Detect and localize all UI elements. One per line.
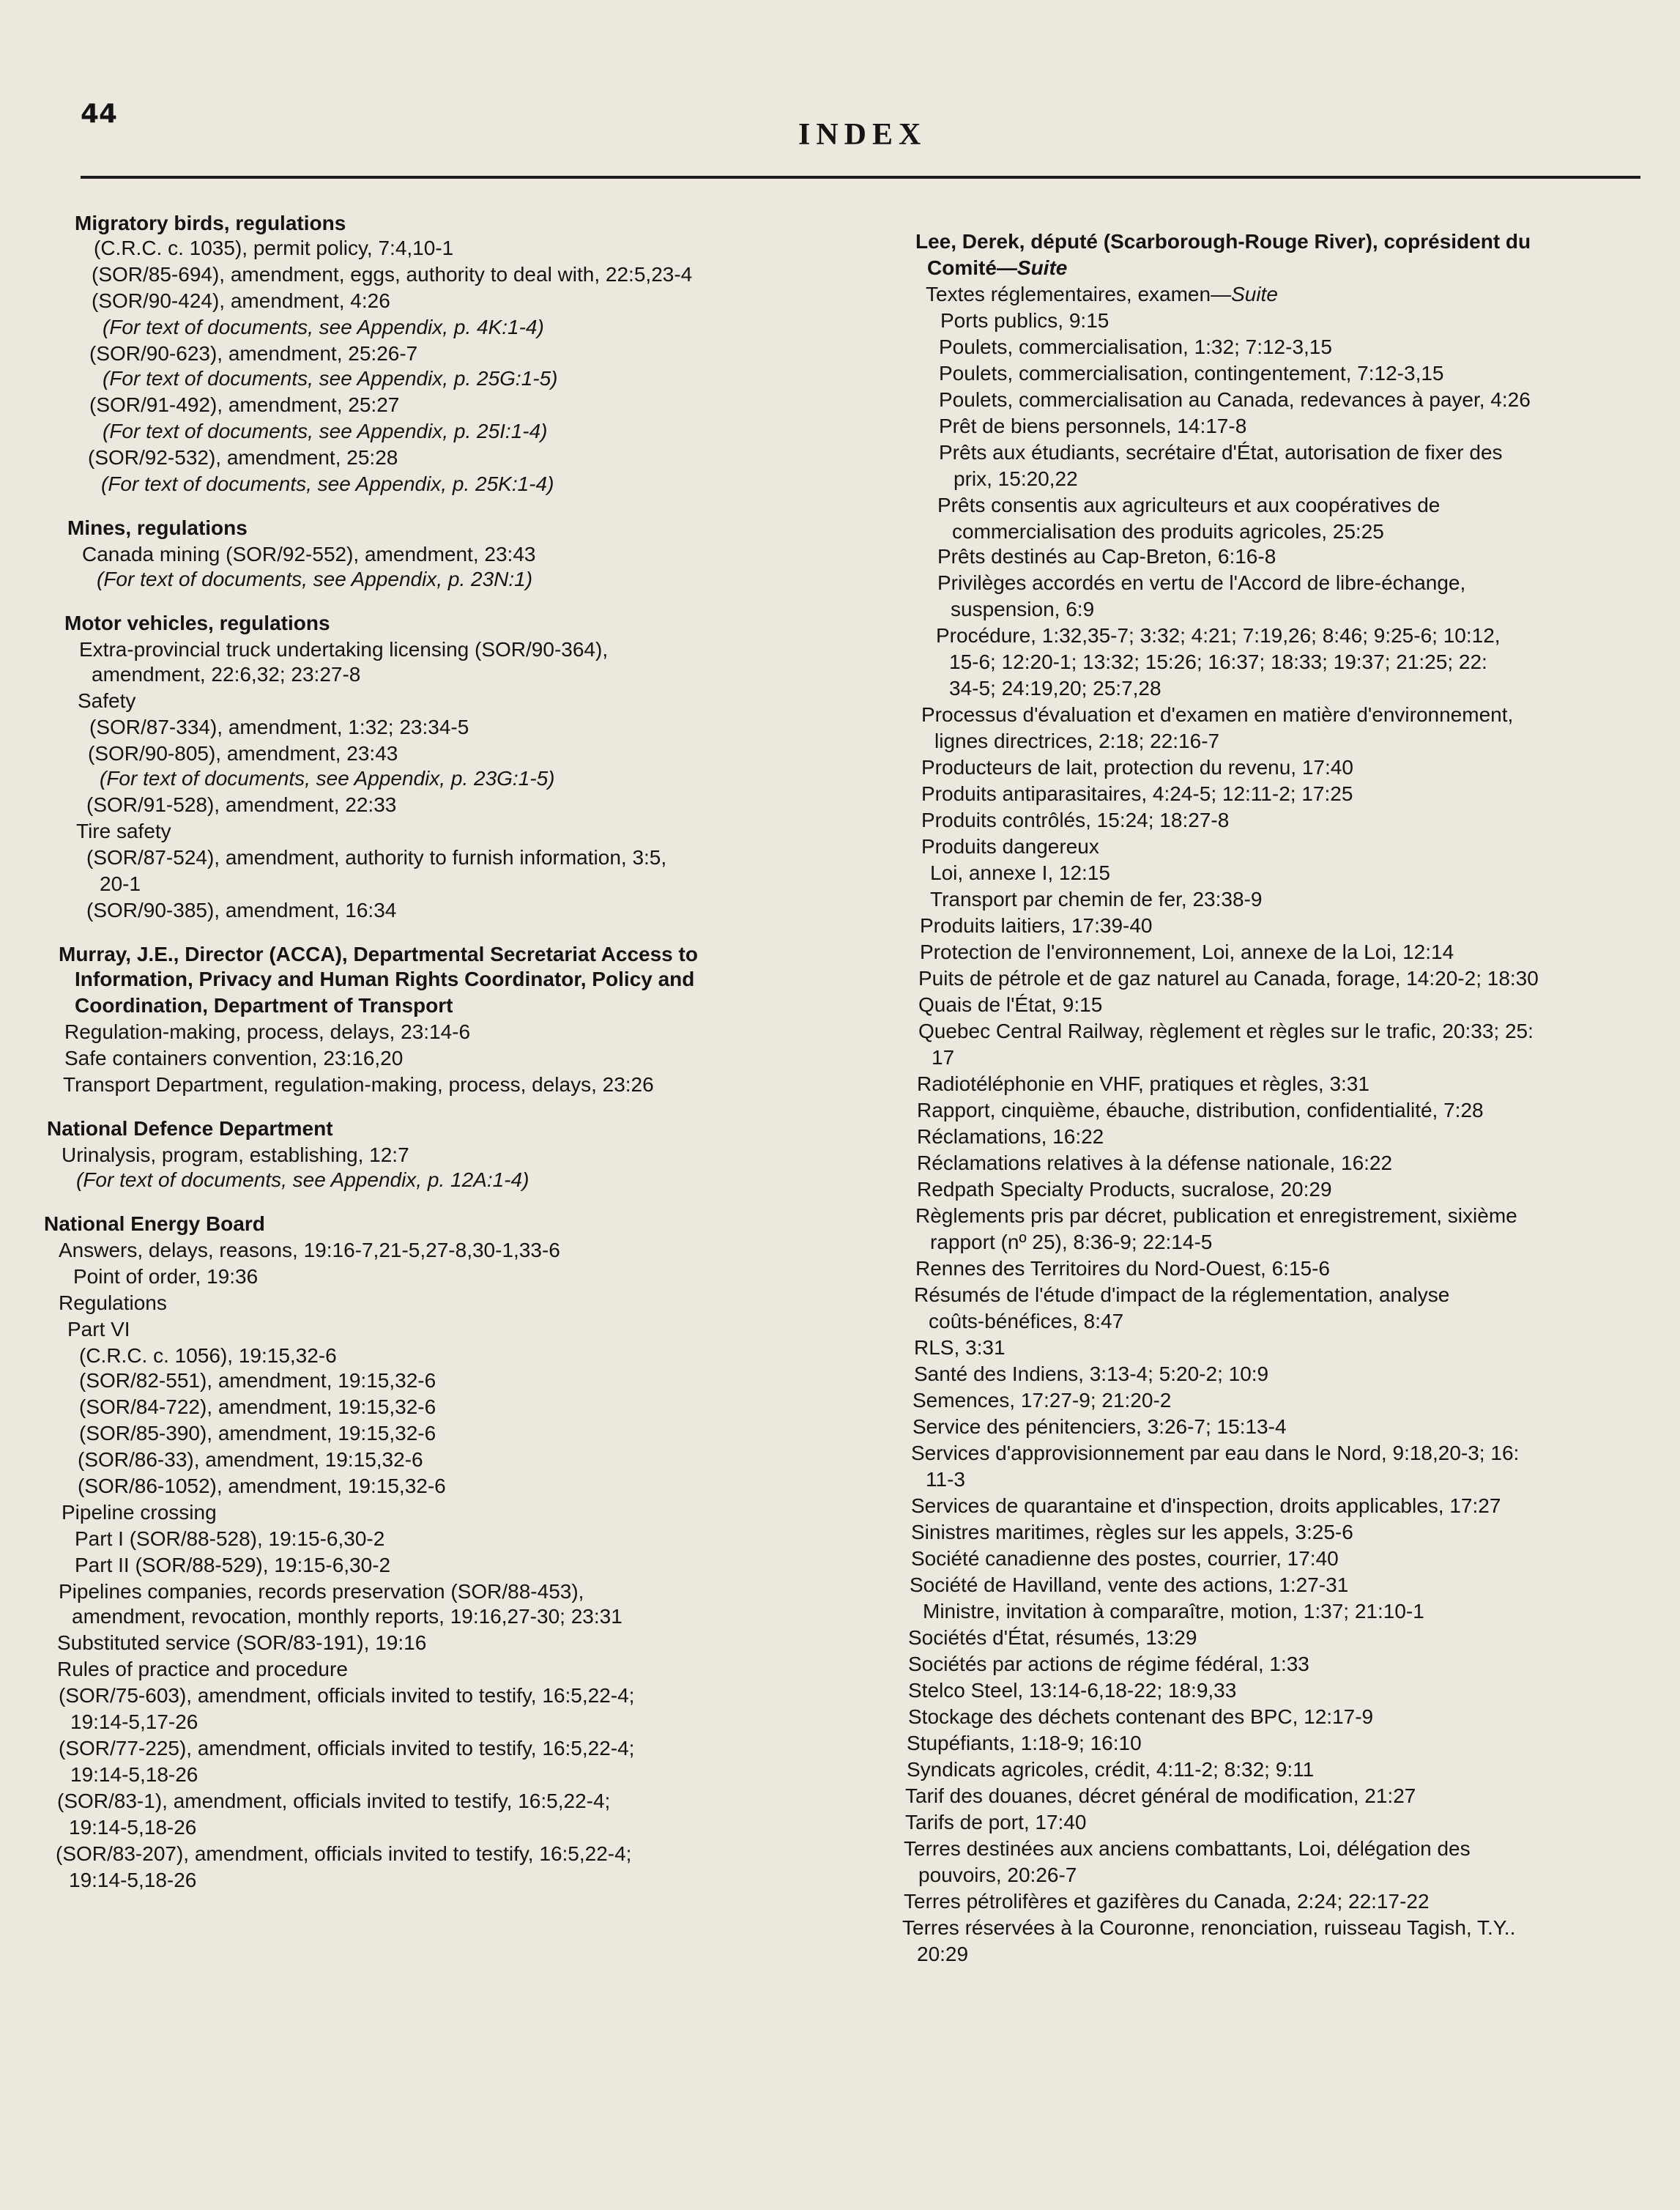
index-entry: [103, 315, 544, 340]
header-rule: [81, 176, 1640, 179]
index-text: (SOR/85-694), amendment, eggs, authority to deal with, 22:5,23-4: [92, 263, 693, 286]
index-entry: [917, 1177, 1332, 1202]
index-entry: [76, 819, 171, 844]
index-text: Rennes des Territoires du Nord-Ouest, 6:15-6: [915, 1257, 1330, 1280]
index-entry: [59, 1736, 634, 1761]
index-text: 19:14-5,18-26: [70, 1763, 198, 1786]
index-entry: [88, 741, 398, 766]
index-entry: [904, 1836, 1471, 1861]
index-text: Quais de l'État, 9:15: [918, 993, 1103, 1016]
index-note-text: (For text of documents, see Appendix, p. 23G:1-5): [100, 767, 555, 790]
index-text: (SOR/87-334), amendment, 1:32; 23:34-5: [89, 716, 469, 738]
index-text: Tarifs de port, 17:40: [905, 1811, 1087, 1833]
index-text: Ports publics, 9:15: [940, 309, 1110, 332]
index-entry: [59, 1238, 560, 1263]
index-entry: [908, 1705, 1373, 1729]
index-text: Part I (SOR/88-528), 19:15-6,30-2: [75, 1527, 385, 1550]
index-note-text: (For text of documents, see Appendix, p. 25K:1-4): [101, 472, 554, 495]
index-entry: [78, 689, 135, 713]
index-entry: [907, 1731, 1142, 1756]
index-text: Transport par chemin de fer, 23:38-9: [930, 888, 1263, 911]
index-text: Regulations: [59, 1291, 167, 1314]
index-text: Services d'approvisionnement par eau dans le Nord, 9:18,20-3; 16:: [911, 1442, 1520, 1464]
index-text: Comité—: [927, 256, 1017, 279]
index-text: lignes directrices, 2:18; 22:16-7: [934, 730, 1220, 752]
index-text: 19:14-5,18-26: [69, 1816, 197, 1839]
index-text: Loi, annexe I, 12:15: [930, 861, 1110, 884]
index-entry: [949, 650, 1487, 675]
index-entry: [917, 1124, 1104, 1149]
index-text: 19:14-5,17-26: [70, 1710, 198, 1733]
index-heading: [67, 516, 248, 541]
index-text: 20-1: [100, 872, 141, 895]
index-text: Service des pénitenciers, 3:26-7; 15:13-4: [913, 1415, 1287, 1438]
index-entry: [62, 1500, 217, 1525]
index-text: National Energy Board: [44, 1212, 265, 1235]
index-text: Lee, Derek, député (Scarborough-Rouge River), coprésident du: [915, 230, 1531, 253]
index-text: Sociétés par actions de régime fédéral, 1:33: [908, 1653, 1309, 1675]
index-entry: [926, 282, 1278, 307]
index-entry: [86, 898, 396, 923]
index-text: Stupéfiants, 1:18-9; 16:10: [907, 1732, 1142, 1754]
index-heading: [75, 993, 453, 1018]
index-note-text: (For text of documents, see Appendix, p. 25G:1-5): [103, 367, 558, 390]
index-text: (C.R.C. c. 1056), 19:15,32-6: [79, 1344, 337, 1367]
index-entry: [79, 1421, 436, 1446]
index-entry: [76, 1168, 529, 1193]
index-note-text: Suite: [1016, 256, 1068, 279]
index-entry: [921, 808, 1229, 833]
index-text: 17: [932, 1046, 955, 1069]
index-entry: [939, 440, 1503, 465]
index-entry: [89, 393, 399, 418]
index-text: (SOR/83-207), amendment, officials invited to testify, 16:5,22-4;: [56, 1842, 632, 1865]
index-text: Prêts destinés au Cap-Breton, 6:16-8: [937, 545, 1276, 568]
index-text: Part II (SOR/88-529), 19:15-6,30-2: [75, 1554, 391, 1576]
index-entry: [913, 1388, 1171, 1413]
index-text: National Defence Department: [47, 1117, 333, 1140]
index-text: Société de Havilland, vente des actions, 1:27-31: [910, 1573, 1349, 1596]
index-entry: [57, 1657, 348, 1682]
index-entry: [89, 341, 417, 366]
index-entry: [921, 834, 1099, 859]
index-text: Canada mining (SOR/92-552), amendment, 23:43: [82, 543, 536, 566]
running-title: INDEX: [798, 118, 927, 152]
index-text: Safe containers convention, 23:16,20: [64, 1047, 404, 1069]
index-text: (SOR/92-532), amendment, 25:28: [88, 446, 398, 469]
index-entry: [63, 1072, 654, 1097]
index-entry: [89, 715, 469, 740]
index-entry: [934, 729, 1219, 754]
index-text: (SOR/82-551), amendment, 19:15,32-6: [79, 1369, 436, 1392]
index-text: Poulets, commercialisation, contingentement, 7:12-3,15: [939, 362, 1444, 385]
index-text: amendment, revocation, monthly reports, 19:16,27-30; 23:31: [72, 1605, 622, 1628]
index-heading: [915, 229, 1531, 254]
index-text: Radiotéléphonie en VHF, pratiques et règles, 3:31: [917, 1072, 1369, 1095]
index-entry: [954, 467, 1078, 492]
index-text: Produits laitiers, 17:39-40: [920, 914, 1153, 937]
index-text: (SOR/84-722), amendment, 19:15,32-6: [79, 1395, 436, 1418]
index-text: 15-6; 12:20-1; 13:32; 15:26; 16:37; 18:33; 19:37; 21:25; 22:: [949, 650, 1487, 673]
index-entry: [82, 542, 535, 567]
index-entry: [914, 1283, 1449, 1308]
index-entry: [911, 1494, 1501, 1519]
index-entry: [918, 1019, 1534, 1044]
index-text: Société canadienne des postes, courrier, 17:40: [911, 1547, 1339, 1570]
index-text: Règlements pris par décret, publication et enregistrement, sixième: [915, 1204, 1517, 1227]
index-note-text: Suite: [1231, 283, 1278, 305]
index-entry: [103, 366, 558, 391]
index-entry: [78, 1474, 446, 1499]
index-text: Mines, regulations: [67, 516, 248, 539]
index-text: Coordination, Department of Transport: [75, 994, 453, 1017]
index-entry: [908, 1678, 1236, 1703]
index-text: Pipeline crossing: [62, 1501, 217, 1524]
index-text: Murray, J.E., Director (ACCA), Departmental Secretariat Access to: [59, 943, 698, 965]
index-entry: [79, 1343, 337, 1368]
index-heading: [75, 211, 346, 236]
index-text: Point of order, 19:36: [73, 1265, 259, 1288]
index-text: 20:29: [917, 1943, 969, 1965]
index-text: Stockage des déchets contenant des BPC, 12:17-9: [908, 1705, 1374, 1728]
index-heading: [927, 256, 1067, 281]
index-entry: [94, 236, 453, 261]
index-text: Substituted service (SOR/83-191), 19:16: [57, 1631, 427, 1654]
index-text: 34-5; 24:19,20; 25:7,28: [949, 677, 1161, 700]
index-text: Extra-provincial truck undertaking licensing (SOR/90-364),: [79, 638, 609, 661]
index-entry: [62, 1143, 409, 1168]
index-entry: [64, 1020, 470, 1045]
index-entry: [937, 493, 1440, 518]
index-text: Transport Department, regulation-making, process, delays, 23:26: [63, 1073, 654, 1096]
index-text: Santé des Indiens, 3:13-4; 5:20-2; 10:9: [914, 1362, 1269, 1385]
index-text: Ministre, invitation à comparaître, motion, 1:37; 21:10-1: [923, 1600, 1424, 1623]
index-entry: [920, 940, 1454, 965]
index-text: Answers, delays, reasons, 19:16-7,21-5,27-8,30-1,33-6: [59, 1239, 560, 1261]
index-entry: [913, 1414, 1287, 1439]
index-entry: [56, 1842, 631, 1866]
index-entry: [69, 1815, 196, 1840]
index-entry: [79, 637, 608, 662]
index-column-right: [901, 229, 1662, 1987]
index-text: Stelco Steel, 13:14-6,18-22; 18:9,33: [908, 1679, 1237, 1702]
index-text: Rules of practice and procedure: [57, 1658, 348, 1680]
index-entry: [940, 308, 1109, 333]
index-entry: [926, 1467, 965, 1492]
index-text: (SOR/87-524), amendment, authority to furnish information, 3:5,: [86, 846, 667, 869]
index-entry: [92, 289, 390, 314]
index-text: Réclamations relatives à la défense nationale, 16:22: [917, 1152, 1393, 1174]
index-entry: [86, 793, 396, 817]
index-entry: [59, 1291, 167, 1316]
index-entry: [907, 1757, 1314, 1782]
index-entry: [914, 1362, 1268, 1387]
index-text: (SOR/77-225), amendment, officials invited to testify, 16:5,22-4;: [59, 1737, 635, 1760]
index-text: Prêt de biens personnels, 14:17-8: [939, 415, 1247, 437]
index-text: Sociétés d'État, résumés, 13:29: [908, 1626, 1197, 1649]
index-entry: [92, 262, 692, 287]
index-heading: [64, 611, 330, 636]
index-entry: [918, 1863, 1077, 1888]
index-entry: [78, 1447, 423, 1472]
index-text: (SOR/90-623), amendment, 25:26-7: [89, 342, 418, 365]
index-heading: [59, 942, 698, 967]
index-text: RLS, 3:31: [914, 1336, 1006, 1359]
index-text: Réclamations, 16:22: [917, 1125, 1104, 1148]
index-entry: [70, 1710, 198, 1735]
index-text: Tarif des douanes, décret général de modification, 21:27: [905, 1784, 1416, 1807]
index-entry: [86, 845, 666, 870]
index-text: suspension, 6:9: [951, 598, 1095, 620]
index-text: (C.R.C. c. 1035), permit policy, 7:4,10-1: [94, 237, 454, 259]
index-text: Pipelines companies, records preservation (SOR/88-453),: [59, 1580, 584, 1603]
index-text: amendment, 22:6,32; 23:27-8: [92, 663, 361, 686]
index-entry: [936, 623, 1501, 648]
index-text: Poulets, commercialisation au Canada, redevances à payer, 4:26: [939, 388, 1531, 411]
index-entry: [930, 861, 1110, 886]
index-text: Safety: [78, 689, 136, 712]
index-entry: [951, 597, 1094, 622]
index-entry: [921, 702, 1513, 727]
index-entry: [917, 1942, 968, 1967]
index-entry: [73, 1264, 258, 1289]
index-text: (SOR/91-492), amendment, 25:27: [89, 393, 400, 416]
index-text: Prêts aux étudiants, secrétaire d'État, autorisation de fixer des: [939, 441, 1503, 464]
index-entry: [79, 1368, 436, 1393]
index-entry: [100, 872, 141, 897]
index-entry: [905, 1810, 1086, 1835]
index-text: Poulets, commercialisation, 1:32; 7:12-3,15: [939, 335, 1332, 358]
index-text: (SOR/90-424), amendment, 4:26: [92, 289, 390, 312]
index-entry: [70, 1762, 198, 1787]
index-text: Producteurs de lait, protection du revenu, 17:40: [921, 756, 1353, 779]
index-entry: [911, 1546, 1339, 1571]
index-entry: [59, 1579, 584, 1604]
index-text: Urinalysis, program, establishing, 12:7: [62, 1143, 409, 1166]
index-entry: [921, 782, 1353, 806]
index-text: Processus d'évaluation et d'examen en matière d'environnement,: [921, 703, 1514, 726]
index-entry: [101, 472, 554, 497]
index-text: Produits antiparasitaires, 4:24-5; 12:11-2; 17:25: [921, 782, 1353, 805]
index-text: Syndicats agricoles, crédit, 4:11-2; 8:32; 9:11: [907, 1758, 1315, 1781]
index-entry: [908, 1625, 1197, 1650]
index-entry: [59, 1683, 634, 1708]
index-text: coûts-bénéfices, 8:47: [929, 1310, 1124, 1332]
index-note-text: (For text of documents, see Appendix, p. 12A:1-4): [76, 1168, 529, 1191]
index-text: (SOR/85-390), amendment, 19:15,32-6: [79, 1422, 436, 1445]
index-entry: [915, 1204, 1517, 1228]
index-text: Puits de pétrole et de gaz naturel au Canada, forage, 14:20-2; 18:30: [918, 967, 1539, 990]
index-entry: [932, 1045, 954, 1070]
index-text: (SOR/75-603), amendment, officials invited to testify, 16:5,22-4;: [59, 1684, 635, 1707]
index-text: (SOR/86-33), amendment, 19:15,32-6: [78, 1448, 423, 1471]
index-entry: [103, 419, 548, 444]
index-text: Résumés de l'étude d'impact de la réglementation, analyse: [914, 1283, 1450, 1306]
index-text: Tire safety: [76, 820, 171, 842]
index-text: Semences, 17:27-9; 21:20-2: [913, 1389, 1172, 1412]
index-entry: [939, 335, 1332, 360]
index-entry: [97, 567, 532, 592]
page-number: 44: [81, 99, 118, 129]
index-heading: [47, 1116, 333, 1141]
index-entry: [64, 1046, 403, 1071]
index-text: Produits dangereux: [921, 835, 1099, 858]
index-entry: [902, 1916, 1515, 1940]
index-text: Part VI: [67, 1318, 130, 1341]
index-entry: [937, 544, 1276, 569]
index-entry: [952, 519, 1384, 544]
index-entry: [72, 1604, 622, 1629]
index-entry: [923, 1599, 1424, 1624]
index-text: Terres pétrolifères et gazifères du Canada, 2:24; 22:17-22: [904, 1890, 1430, 1913]
index-text: Procédure, 1:32,35-7; 3:32; 4:21; 7:19,26; 8:46; 9:25-6; 10:12,: [936, 624, 1501, 647]
index-text: prix, 15:20,22: [954, 467, 1078, 490]
index-text: Privilèges accordés en vertu de l'Accord de libre-échange,: [937, 571, 1466, 594]
index-text: Quebec Central Railway, règlement et règles sur le trafic, 20:33; 25:: [918, 1020, 1534, 1042]
index-entry: [917, 1072, 1369, 1097]
index-text: 11-3: [926, 1468, 965, 1491]
index-text: Redpath Specialty Products, sucralose, 20:29: [917, 1178, 1332, 1201]
index-text: Prêts consentis aux agriculteurs et aux coopératives de: [937, 494, 1441, 516]
index-text: Rapport, cinquième, ébauche, distribution, confidentialité, 7:28: [917, 1099, 1484, 1121]
index-text: Sinistres maritimes, règles sur les appels, 3:25-6: [911, 1521, 1353, 1543]
index-entry: [939, 388, 1531, 412]
index-entry: [911, 1441, 1519, 1466]
index-note-text: (For text of documents, see Appendix, p. 4K:1-4): [103, 316, 544, 338]
index-entry: [914, 1335, 1006, 1360]
index-entry: [915, 1256, 1330, 1281]
index-entry: [930, 1230, 1212, 1255]
index-entry: [67, 1317, 130, 1342]
index-entry: [57, 1789, 610, 1814]
index-entry: [88, 445, 398, 470]
index-entry: [57, 1631, 426, 1655]
index-text: (SOR/86-1052), amendment, 19:15,32-6: [78, 1475, 446, 1497]
index-entry: [939, 414, 1246, 439]
index-text: (SOR/90-805), amendment, 23:43: [88, 742, 398, 765]
index-column-left: [29, 211, 871, 1969]
index-text: 19:14-5,18-26: [69, 1869, 197, 1891]
index-text: Produits contrôlés, 15:24; 18:27-8: [921, 809, 1230, 831]
index-text: Services de quarantaine et d'inspection, droits applicables, 17:27: [911, 1494, 1501, 1517]
index-text: Terres destinées aux anciens combattants, Loi, délégation des: [904, 1837, 1471, 1860]
index-entry: [911, 1520, 1353, 1545]
index-text: Terres réservées à la Couronne, renonciation, ruisseau Tagish, T.Y..: [902, 1916, 1516, 1939]
index-entry: [937, 571, 1465, 596]
index-text: commercialisation des produits agricoles, 25:25: [952, 520, 1384, 543]
index-entry: [100, 766, 555, 791]
index-text: (SOR/83-1), amendment, officials invited to testify, 16:5,22-4;: [57, 1790, 611, 1812]
index-text: Textes réglementaires, examen—: [926, 283, 1232, 305]
index-entry: [921, 755, 1353, 780]
index-heading: [44, 1212, 265, 1236]
index-note-text: (For text of documents, see Appendix, p. 23N:1): [97, 568, 533, 590]
index-entry: [949, 676, 1161, 701]
index-entry: [917, 1098, 1484, 1123]
index-entry: [904, 1889, 1430, 1914]
index-text: Motor vehicles, regulations: [64, 612, 330, 634]
index-entry: [92, 662, 360, 687]
index-entry: [917, 1151, 1392, 1176]
index-text: Regulation-making, process, delays, 23:14-6: [64, 1020, 471, 1043]
index-entry: [908, 1652, 1309, 1677]
index-entry: [930, 887, 1262, 912]
index-text: Information, Privacy and Human Rights Coordinator, Policy and: [75, 968, 695, 990]
index-entry: [929, 1309, 1123, 1334]
index-text: (SOR/91-528), amendment, 22:33: [86, 793, 397, 816]
index-text: Migratory birds, regulations: [75, 212, 346, 234]
index-entry: [69, 1868, 196, 1893]
index-entry: [918, 993, 1102, 1017]
index-text: Protection de l'environnement, Loi, annexe de la Loi, 12:14: [920, 941, 1454, 963]
index-text: pouvoirs, 20:26-7: [918, 1864, 1077, 1886]
index-entry: [920, 913, 1153, 938]
index-entry: [75, 1527, 384, 1551]
index-text: (SOR/90-385), amendment, 16:34: [86, 899, 397, 922]
index-entry: [910, 1573, 1348, 1598]
index-note-text: (For text of documents, see Appendix, p. 25I:1-4): [103, 420, 548, 442]
index-heading: [75, 967, 694, 992]
index-entry: [939, 361, 1444, 386]
index-entry: [905, 1784, 1416, 1809]
index-entry: [75, 1553, 390, 1578]
index-entry: [79, 1395, 436, 1420]
index-entry: [918, 966, 1539, 991]
index-text: rapport (nº 25), 8:36-9; 22:14-5: [930, 1231, 1213, 1253]
